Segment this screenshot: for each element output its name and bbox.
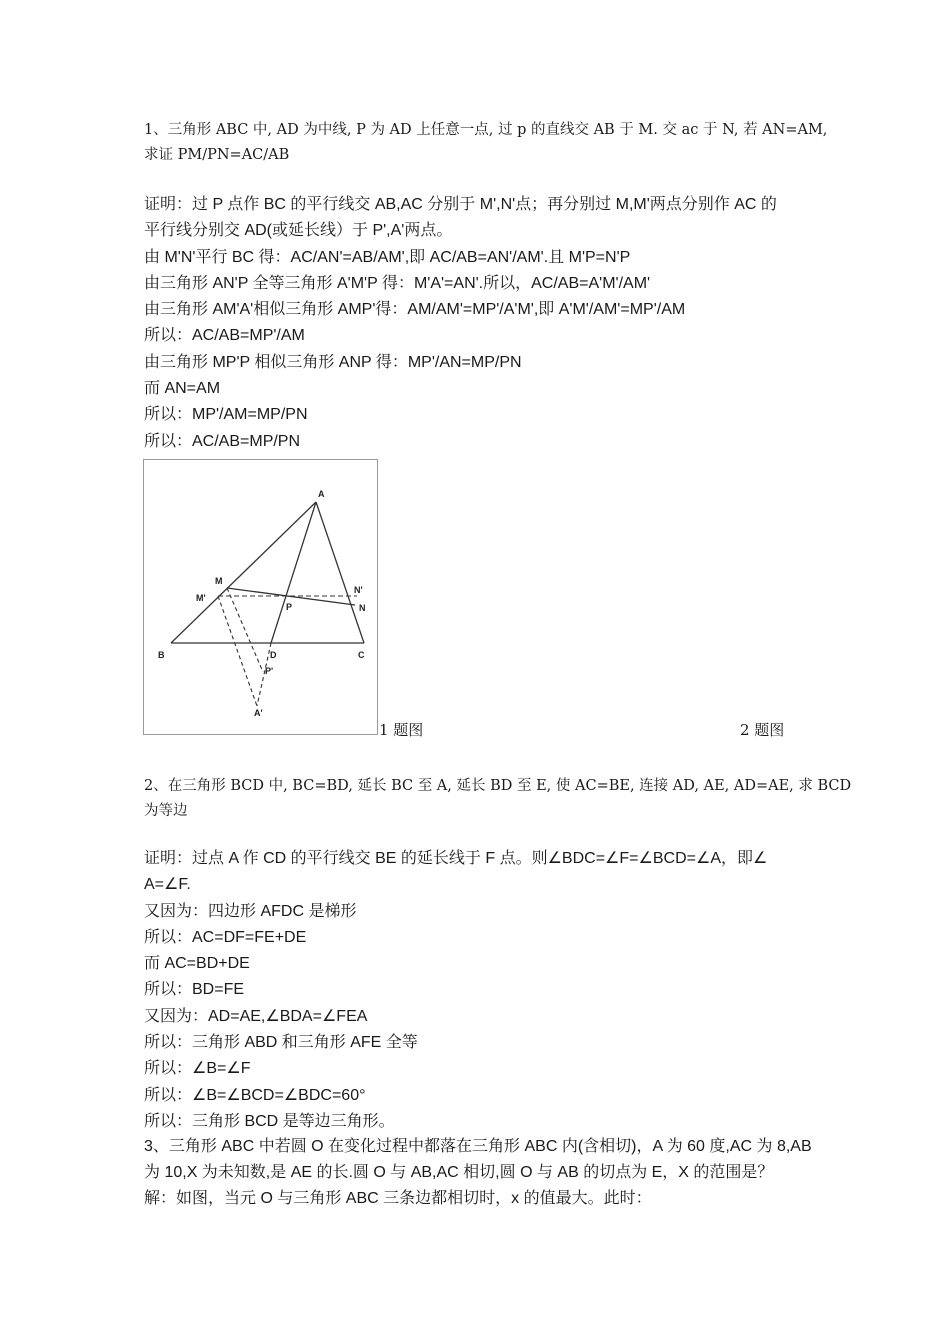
text-line: 由三角形 AN'P 全等三角形 A'M'P 得：M'A'=AN'.所以，AC/AB=A'M'/AM'	[144, 274, 651, 292]
segment-m-p-prime	[227, 588, 263, 672]
text-line: 解：如图，当元 O 与三角形 ABC 三条边都相切时，x 的值最大。此时：	[144, 1190, 652, 1207]
text-line: 证明：过点 A 作 CD 的平行线交 BE 的延长线于 F 点。则∠BDC=∠F=∠BCD=∠A，即∠	[144, 850, 768, 867]
text-line: 所以：AC=DF=FE+DE	[144, 928, 307, 946]
text-line: 平行线分别交 AD(或延长线）于 P',A'两点。	[144, 222, 453, 240]
problem1-statement	[144, 118, 828, 168]
text-line: 为等边	[144, 803, 188, 819]
text-line: 所以：∠B=∠BCD=∠BDC=60°	[144, 1086, 366, 1104]
label-a: A	[318, 489, 325, 499]
text-line: 所以：AC/AB=MP'/AM	[144, 327, 305, 345]
segment-ab	[171, 502, 316, 643]
problem3	[144, 1134, 810, 1212]
text-line: 求证 PM/PN=AC/AB	[144, 147, 290, 163]
label-n-prime: N'	[354, 585, 363, 595]
text-line: 所以：BD=FE	[144, 981, 245, 999]
label-b: B	[158, 650, 165, 660]
label-n: N	[359, 603, 366, 613]
text-line: 1、三角形 ABC 中, AD 为中线, P 为 AD 上任意一点, 过 p 的直线交 AB 于 M. 交 ac 于 N, 若 AN=AM,	[144, 122, 828, 138]
problem2-statement	[144, 774, 852, 824]
text-line: 由 M'N'平行 BC 得：AC/AN'=AB/AM',即 AC/AB=AN'/AM'.且 M'P=N'P	[144, 248, 631, 266]
label-c: C	[358, 650, 365, 660]
geometry-diagram	[144, 460, 379, 736]
text-line: 证明：过 P 点作 BC 的平行线交 AB,AC 分别于 M',N'点；再分别过 M,M'两点分别作 AC 的	[144, 196, 777, 213]
text-line: 而 AN=AM	[144, 380, 221, 398]
label-a-prime: A'	[254, 708, 263, 718]
figure1-caption: 1 题图	[379, 721, 424, 739]
text-line: A=∠F.	[144, 876, 191, 894]
text-line: 所以：MP'/AM=MP/PN	[144, 406, 308, 424]
text-line: 由三角形 AM'A'相似三角形 AMP'得：AM/AM'=MP'/A'M',即 A'M'/AM'=MP'/AM	[144, 301, 686, 319]
text-line: 又因为：四边形 AFDC 是梯形	[144, 902, 357, 920]
text-line: 为 10,X 为未知数,是 AE 的长.圆 O 与 AB,AC 相切,圆 O 与 AB 的切点为 E，X 的范围是？	[144, 1164, 774, 1181]
label-p: P	[286, 602, 293, 612]
label-d: D	[270, 650, 277, 660]
problem2-proof	[144, 846, 810, 1135]
label-m: M	[215, 576, 223, 586]
text-line: 又因为：AD=AE,∠BDA=∠FEA	[144, 1007, 368, 1025]
label-p-prime: P'	[265, 666, 274, 676]
text-line: 所以：AC/AB=MP/PN	[144, 432, 301, 450]
problem1-proof	[144, 192, 810, 455]
text-line: 所以：三角形 BCD 是等边三角形。	[144, 1112, 395, 1130]
figure2-caption: 2 题图	[740, 721, 785, 739]
segment-ac	[316, 502, 364, 643]
text-line: 而 AC=BD+DE	[144, 955, 250, 973]
text-line: 由三角形 MP'P 相似三角形 ANP 得：MP'/AN=MP/PN	[144, 353, 522, 371]
label-m-prime: M'	[196, 593, 206, 603]
text-line: 所以：三角形 ABD 和三角形 AFE 全等	[144, 1034, 418, 1052]
problem1-figure	[143, 459, 378, 735]
text-line: 所以：∠B=∠F	[144, 1060, 251, 1078]
text-line: 2、在三角形 BCD 中, BC=BD, 延长 BC 至 A, 延长 BD 至 E, 使 AC=BE, 连接 AD, AE, AD=AE, 求 BCD	[144, 778, 852, 794]
segment-m-prime-a-prime	[218, 596, 257, 706]
text-line: 3、三角形 ABC 中若圆 O 在变化过程中都落在三角形 ABC 内(含相切)，A 为 60 度,AC 为 8,AB	[144, 1138, 812, 1155]
